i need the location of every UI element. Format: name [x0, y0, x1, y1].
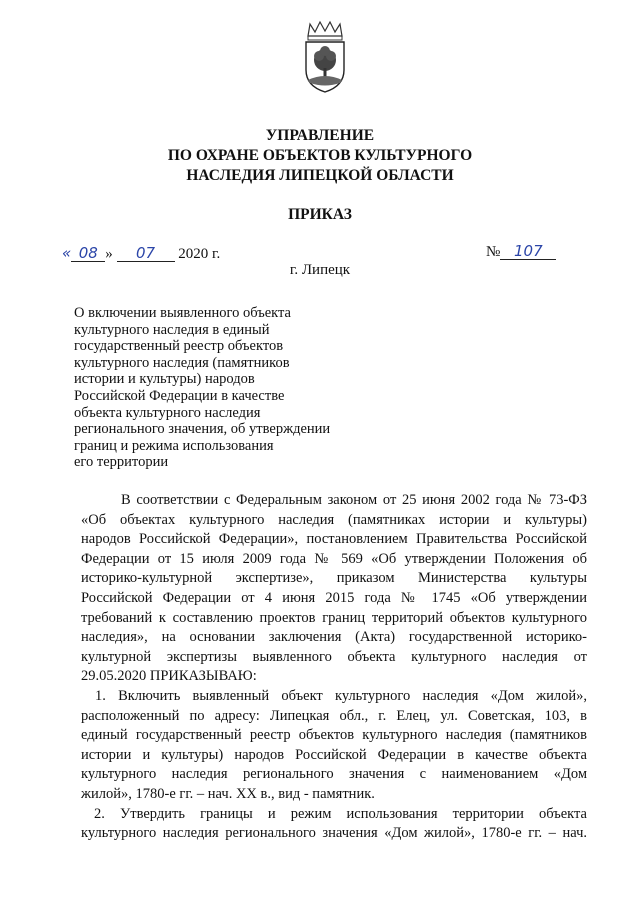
- subject-line: культурного наследия в единый: [74, 321, 270, 338]
- date-month: 07: [135, 244, 156, 262]
- subject-line: государственный реестр объектов: [74, 338, 284, 355]
- date-day-field: [71, 246, 105, 262]
- body-line: историко-культурной экспертизе», приказом Министерства культуры: [81, 570, 587, 587]
- body-line: 2. Утвердить границы и режим использования территории объекта: [94, 805, 587, 822]
- body-line: культурной экспертизы выявленного объекта культурного наследия от: [81, 648, 587, 665]
- document-number: [486, 244, 556, 261]
- body-line: Российской Федерации от 4 июня 2015 года № 1745 «Об утверждении: [81, 589, 587, 606]
- document-subject: [74, 305, 374, 471]
- body-line: 29.05.2020 ПРИКАЗЫВАЮ:: [81, 668, 257, 685]
- subject-line: его территории: [74, 454, 169, 471]
- body-line: «Об объектах культурного наследия (памятниках истории и культуры): [81, 511, 587, 528]
- subject-line: объекта культурного наследия: [74, 404, 261, 421]
- subject-line: О включении выявленного объекта: [74, 305, 291, 321]
- body-line: культурного наследия регионального значения «Дом жилой», 1780-е гг. – нач.: [81, 825, 587, 842]
- body-line: требований к составлению проектов границ территорий объектов культурного: [81, 609, 587, 626]
- subject-line: Российской Федерации в качестве: [74, 387, 285, 404]
- date-close-quote: »: [105, 246, 113, 262]
- date-day: 08: [78, 244, 98, 262]
- org-name-line-3: НАСЛЕДИЯ ЛИПЕЦКОЙ ОБЛАСТИ: [186, 167, 454, 184]
- number-sign: №: [486, 244, 501, 260]
- subject-line: регионального значения, об утверждении: [74, 421, 331, 438]
- body-line: Федерации от 15 июля 2009 года № 569 «Об утверждении Положения об: [81, 550, 587, 567]
- subject-line: культурного наследия (памятников: [74, 354, 290, 371]
- document-date: [62, 244, 220, 263]
- body-line: жилой», 1780-е гг. – нач. XX в., вид - памятник.: [81, 785, 375, 802]
- body-line: наследия», на основании заключения (Акта) государственной историко-: [81, 629, 587, 646]
- date-month-field: [117, 246, 175, 262]
- body-line: народов Российской Федерации», постановлением Правительства Российской: [81, 531, 587, 548]
- document-type-title: ПРИКАЗ: [288, 206, 352, 223]
- body-line: единый государственный реестр объектов культурного наследия (памятников: [81, 727, 587, 744]
- org-name-line-2: ПО ОХРАНЕ ОБЪЕКТОВ КУЛЬТУРНОГО: [167, 147, 473, 164]
- city-name: г. Липецк: [289, 262, 351, 278]
- body-line: расположенный по адресу: Липецкая обл., г. Елец, ул. Советская, 103, в: [81, 707, 587, 724]
- number-field: [500, 244, 556, 260]
- date-open-quote: «: [62, 244, 72, 262]
- document-body: [81, 491, 587, 844]
- number-value: 107: [513, 242, 543, 260]
- body-line: культурного наследия регионального значения с наименованием «Дом: [81, 766, 587, 783]
- date-year: 2020 г.: [178, 246, 221, 262]
- body-line: истории и культуры) народов Российской Федерации в качестве объекта: [81, 746, 587, 763]
- subject-line: границ и режима использования: [74, 437, 274, 454]
- body-line: В соответствии с Федеральным законом от 25 июня 2002 года № 73-ФЗ: [121, 492, 587, 508]
- body-line: 1. Включить выявленный объект культурного наследия «Дом жилой»,: [95, 687, 587, 704]
- org-name-line-1: УПРАВЛЕНИЕ: [265, 127, 375, 144]
- coat-of-arms-icon: [300, 20, 350, 94]
- subject-line: истории и культуры) народов: [74, 371, 255, 388]
